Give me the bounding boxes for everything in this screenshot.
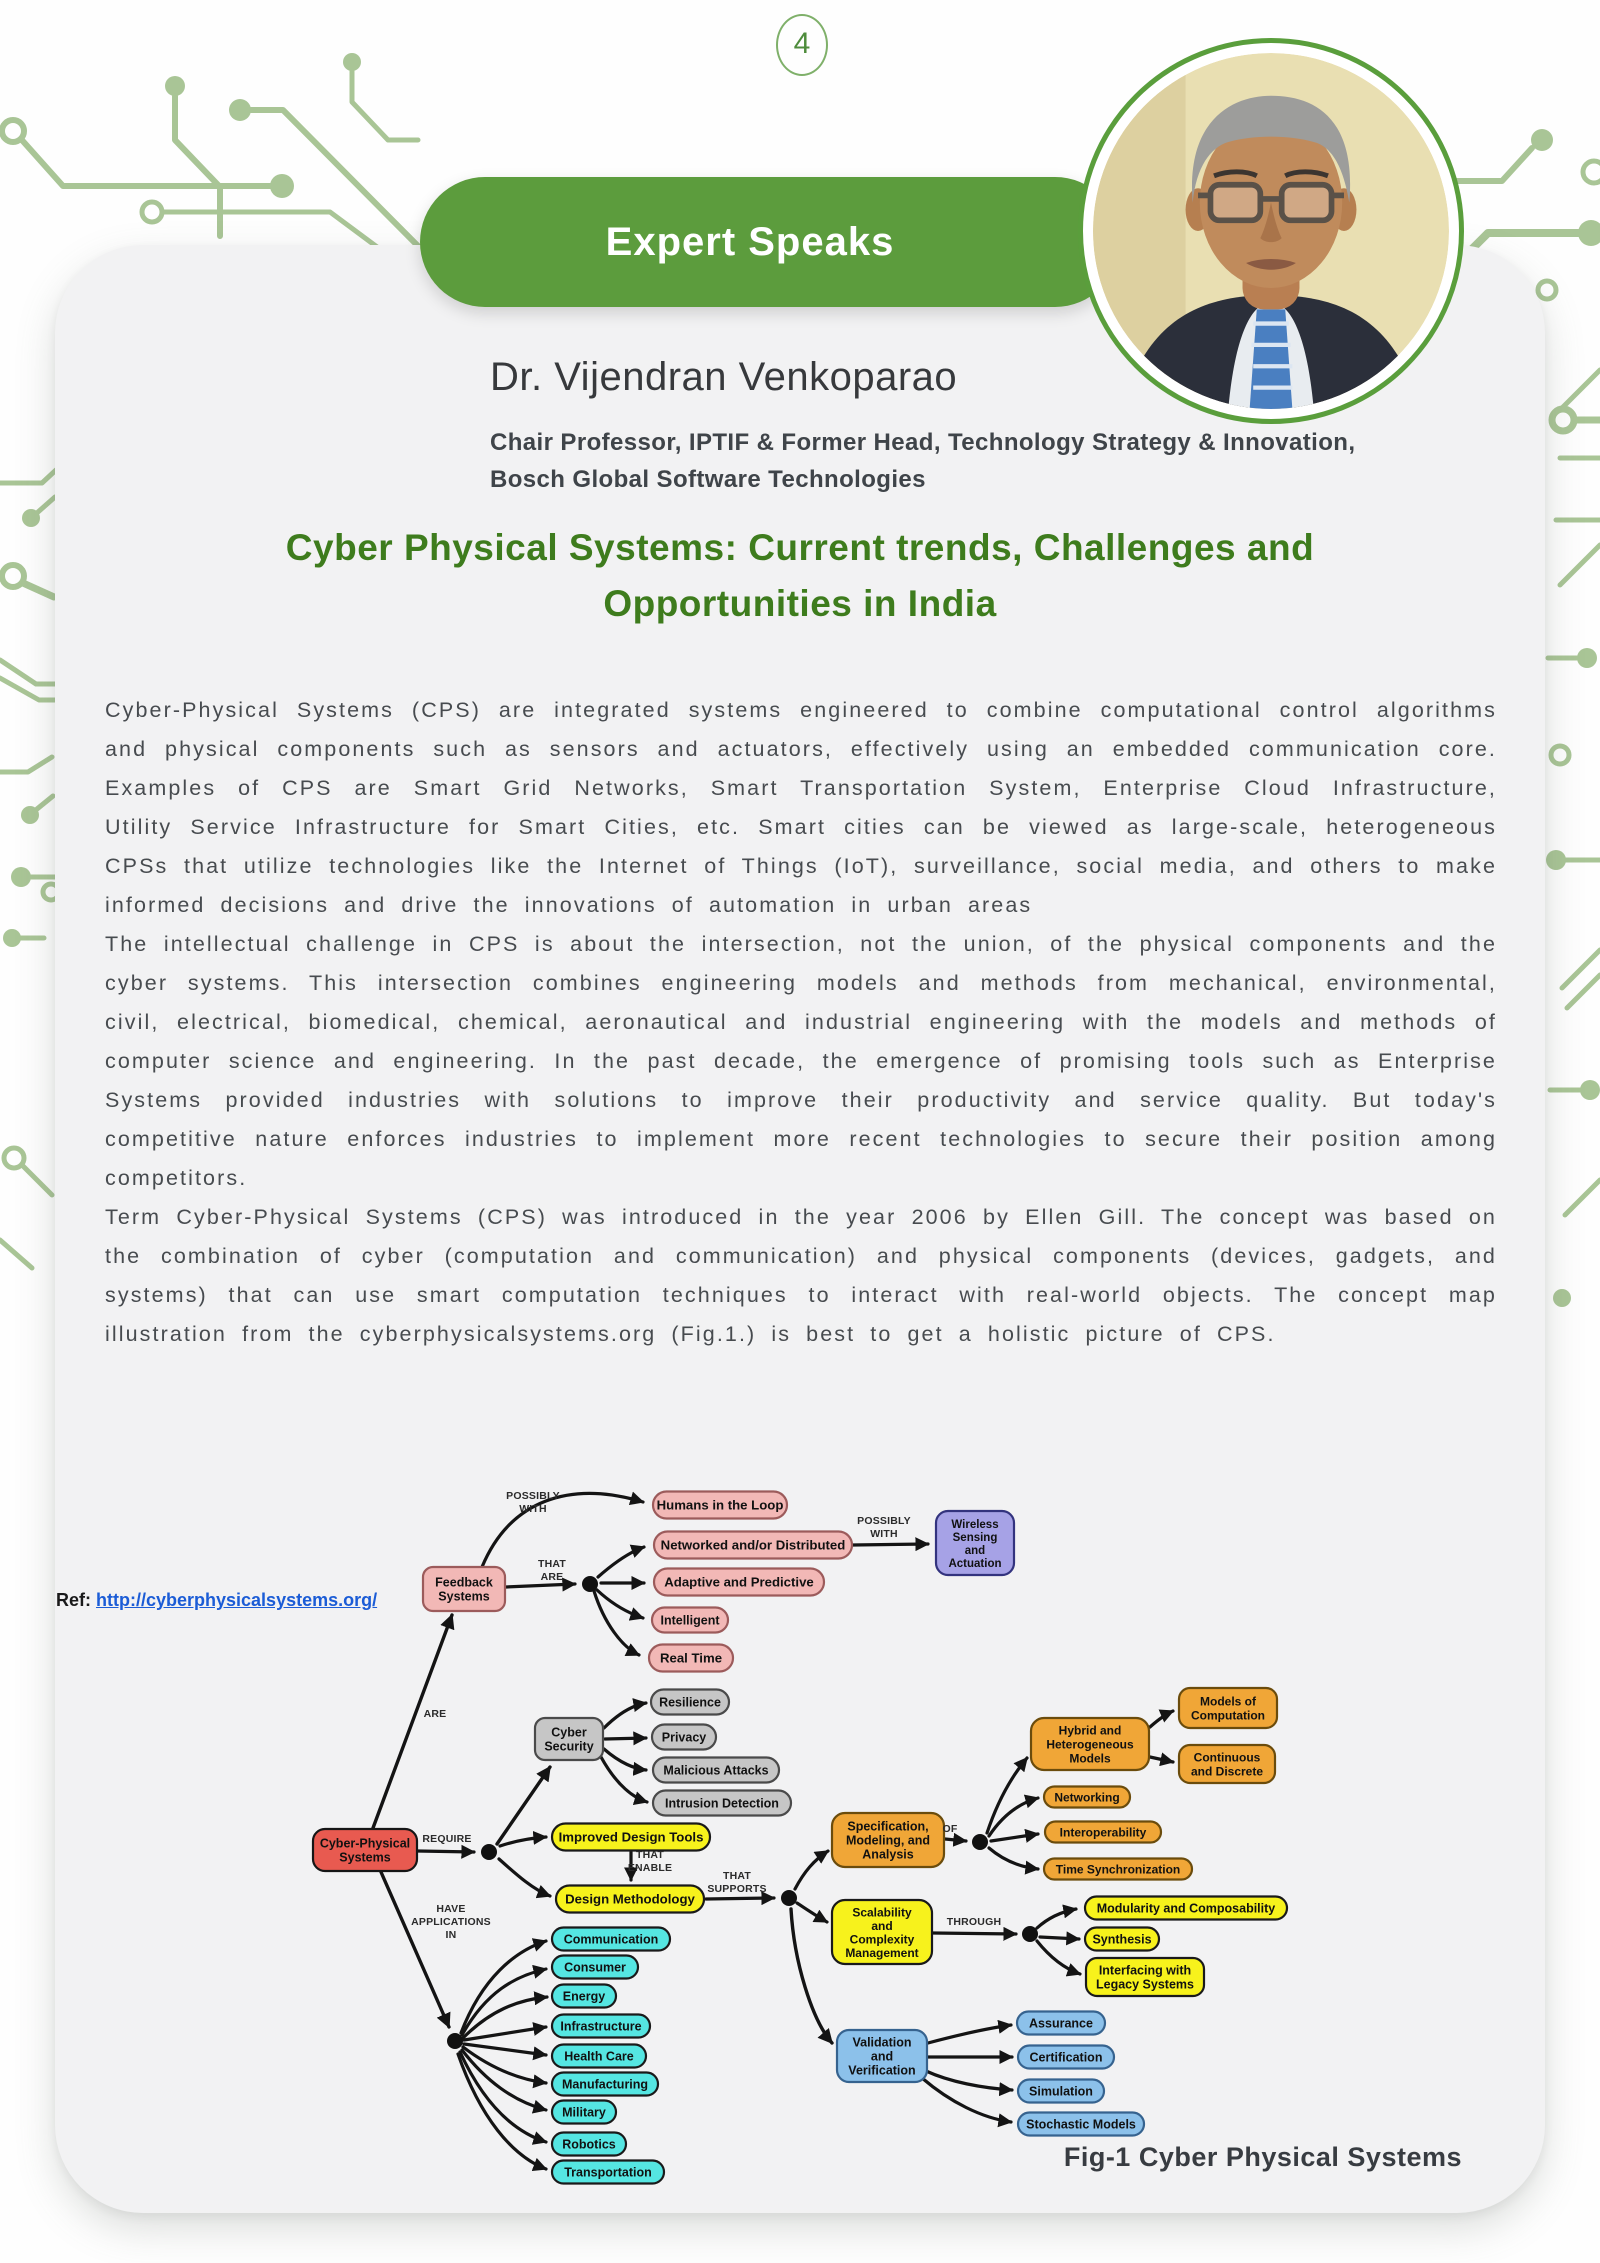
edge-label-possibly-with-2: POSSIBLY WITH	[857, 1515, 911, 1540]
node-design-methodology	[556, 1886, 704, 1913]
reference-link[interactable]: http://cyberphysicalsystems.org/	[96, 1590, 378, 1610]
svg-text:Modularity and Composability: Modularity and Composability	[1096, 1901, 1276, 1916]
svg-text:Networked and/or Distributed: Networked and/or Distributed	[660, 1537, 846, 1553]
node-improved-design-tools	[552, 1824, 710, 1851]
node-resilience	[651, 1690, 729, 1715]
node-simulation	[1018, 2080, 1104, 2103]
expert-title: Chair Professor, IPTIF & Former Head, Technology Strategy & Innovation, Bosch Global Software Technologies	[490, 429, 1356, 493]
node-modularity-composability	[1085, 1897, 1287, 1920]
svg-text:Continuousand Discrete: Continuous and Discrete	[1190, 1750, 1264, 1779]
edge-label-through: THROUGH	[946, 1916, 1002, 1928]
node-intelligent	[652, 1608, 728, 1633]
node-stochastic-models	[1018, 2113, 1144, 2136]
node-energy	[552, 1985, 616, 2008]
edge-label-require: REQUIRE	[422, 1833, 472, 1845]
svg-text:Humans in the Loop: Humans in the Loop	[656, 1497, 784, 1513]
node-synthesis	[1085, 1928, 1159, 1951]
svg-text:Intelligent: Intelligent	[660, 1613, 720, 1628]
node-infrastructure	[552, 2015, 650, 2038]
node-cyber-security	[535, 1718, 603, 1760]
svg-text:Specification,Modeling, andAna: Specification, Modeling, and Analysis	[845, 1819, 931, 1862]
svg-text:Intrusion Detection: Intrusion Detection	[665, 1796, 779, 1811]
svg-text:CyberSecurity: Cyber Security	[544, 1725, 594, 1754]
svg-text:Hybrid andHeterogeneousModels: Hybrid and Heterogeneous Models	[1046, 1723, 1134, 1766]
node-hybrid-models	[1031, 1718, 1149, 1770]
node-validation-verification	[837, 2030, 927, 2082]
node-real-time	[649, 1645, 733, 1672]
reference-line	[56, 1590, 377, 1611]
svg-text:Malicious Attacks: Malicious Attacks	[663, 1763, 769, 1778]
svg-text:Energy: Energy	[562, 1989, 606, 2004]
reference-label: Ref:	[56, 1590, 91, 1610]
svg-text:WirelessSensingandActuation: Wireless Sensing and Actuation	[948, 1519, 1002, 1570]
svg-text:Certification: Certification	[1029, 2050, 1103, 2065]
node-networking	[1044, 1787, 1130, 1808]
svg-text:Interoperability: Interoperability	[1059, 1825, 1147, 1840]
node-models-of-computation	[1179, 1688, 1277, 1728]
svg-text:ValidationandVerification: Validation and Verification	[848, 2035, 916, 2078]
expert-name: Dr. Vijendran Venkoparao	[490, 355, 958, 399]
edge-label-that-supports: THAT SUPPORTS	[707, 1870, 767, 1895]
svg-text:Networking: Networking	[1054, 1790, 1120, 1805]
edge-label-have-applications-in: HAVE APPLICATIONS IN	[411, 1903, 491, 1941]
node-health-care	[552, 2045, 646, 2068]
node-manufacturing	[552, 2073, 658, 2096]
node-malicious-attacks	[653, 1758, 779, 1783]
article-body	[105, 691, 1497, 1354]
node-interfacing-legacy	[1086, 1958, 1204, 1996]
expert-photo-ring	[1078, 38, 1464, 424]
node-assurance	[1017, 2012, 1105, 2035]
svg-text:Time Synchronization: Time Synchronization	[1055, 1862, 1181, 1877]
svg-text:Robotics: Robotics	[562, 2137, 616, 2152]
svg-text:ScalabilityandComplexityManage: Scalability and Complexity Management	[845, 1905, 919, 1960]
svg-text:FeedbackSystems: Feedback Systems	[435, 1575, 493, 1604]
svg-text:Cyber-PhysicalSystems: Cyber-Physical Systems	[319, 1836, 411, 1865]
node-continuous-discrete	[1179, 1745, 1275, 1783]
svg-text:Resilience: Resilience	[659, 1695, 721, 1710]
edge-label-that-are: THAT ARE	[537, 1558, 567, 1583]
svg-text:Stochastic Models: Stochastic Models	[1026, 2117, 1136, 2132]
svg-text:Models ofComputation: Models of Computation	[1191, 1694, 1265, 1723]
node-humans-in-the-loop	[653, 1492, 787, 1519]
node-wireless-sensing	[936, 1511, 1014, 1575]
node-feedback-systems	[423, 1567, 505, 1611]
svg-text:Consumer: Consumer	[564, 1960, 626, 1975]
node-privacy	[652, 1725, 716, 1750]
svg-text:Real Time: Real Time	[659, 1650, 723, 1666]
svg-text:Manufacturing: Manufacturing	[561, 2077, 649, 2092]
node-interoperability	[1045, 1822, 1161, 1843]
paragraph-2: The intellectual challenge in CPS is about the intersection, not the union, of the physical components and the cyber systems. This intersection combines engineering models and methods from mechanical, environmental, civil, electrical, biomedical, chemical, aeronautical and industrial engineering with the models and methods of computer science and engineering. In the past decade, the emergence of promising tools such as Enterprise Systems provided industries with solutions to improve their productivity and service quality. But today's competitive nature enforces industries to implement more recent technologies to secure their position among competitors.	[105, 932, 1497, 1190]
node-cyber-physical-systems	[313, 1829, 417, 1871]
section-banner-label: Expert Speaks	[605, 219, 895, 264]
node-adaptive-predictive	[654, 1569, 824, 1596]
svg-text:Transportation: Transportation	[564, 2165, 652, 2180]
svg-text:Military: Military	[562, 2105, 606, 2120]
page-number: 4	[776, 14, 828, 76]
edge-label-are: ARE	[423, 1708, 447, 1720]
node-intrusion-detection	[653, 1791, 791, 1816]
svg-text:Health Care: Health Care	[564, 2049, 634, 2064]
svg-text:Assurance: Assurance	[1029, 2016, 1093, 2031]
paragraph-1: Cyber-Physical Systems (CPS) are integrated systems engineered to combine computational control algorithms and physical components such as sensors and actuators, effectively using an embedded communication core. Examples of CPS are Smart Grid Networks, Smart Transportation System, Enterprise Cloud Infrastructure, Utility Service Infrastructure for Smart Cities, etc. Smart cities can be viewed as large-scale, heterogeneous CPSs that utilize technologies like the Internet of Things (IoT), surveillance, social media, and others to make informed decisions and drive the innovations of automation in urban areas	[105, 698, 1497, 917]
node-certification	[1018, 2046, 1114, 2069]
node-consumer	[552, 1956, 638, 1979]
edge-label-of: OF	[942, 1823, 958, 1835]
svg-text:Privacy: Privacy	[661, 1730, 707, 1745]
svg-text:Interfacing withLegacy Systems: Interfacing with Legacy Systems	[1096, 1963, 1194, 1992]
article-heading: Cyber Physical Systems: Current trends, Challenges and Opportunities in India	[285, 527, 1315, 624]
svg-text:Infrastructure: Infrastructure	[560, 2019, 642, 2034]
edge-label-that-enable: THAT ENABLE	[627, 1849, 673, 1874]
node-military	[552, 2101, 616, 2124]
node-time-synchronization	[1044, 1859, 1192, 1880]
node-transportation	[552, 2161, 664, 2184]
node-communication	[552, 1928, 670, 1951]
paragraph-3: Term Cyber-Physical Systems (CPS) was introduced in the year 2006 by Ellen Gill. The concept was based on the combination of cyber (computation and communication) and physical components (devices, gadgets, and systems) that can use smart computation techniques to interact with real-world objects. The concept map illustration from the cyberphysicalsystems.org (Fig.1.) is best to get a holistic picture of CPS.	[105, 1205, 1497, 1346]
svg-text:Communication: Communication	[563, 1932, 659, 1947]
node-networked-distributed	[654, 1532, 852, 1559]
section-banner	[420, 177, 1120, 307]
svg-text:Synthesis: Synthesis	[1092, 1932, 1152, 1947]
svg-text:Adaptive and Predictive: Adaptive and Predictive	[664, 1574, 814, 1590]
node-robotics	[552, 2133, 626, 2156]
expert-photo	[1093, 53, 1449, 409]
figure-caption: Fig-1 Cyber Physical Systems	[1063, 2142, 1462, 2172]
edge-label-possibly-with-1: POSSIBLY WITH	[506, 1490, 560, 1515]
node-scalability-management	[832, 1900, 932, 1964]
svg-text:Design Methodology: Design Methodology	[565, 1891, 695, 1907]
concept-map-figure	[280, 1480, 1325, 2187]
svg-text:Improved Design Tools: Improved Design Tools	[558, 1829, 704, 1845]
node-specification-modeling	[832, 1813, 944, 1867]
svg-text:Simulation: Simulation	[1029, 2084, 1093, 2099]
